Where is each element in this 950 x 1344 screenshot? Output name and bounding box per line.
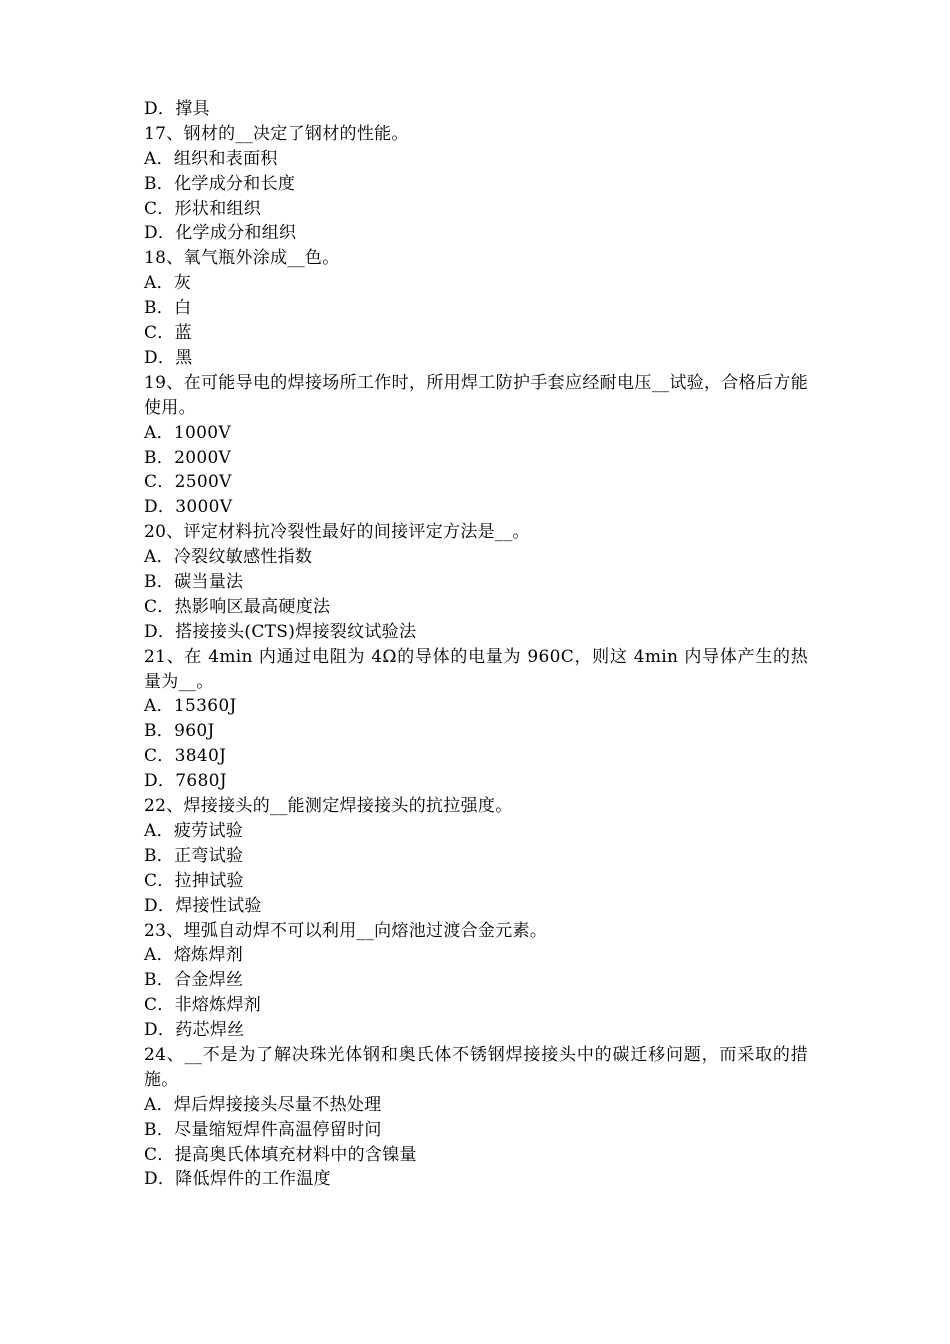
option-a: A．疲劳试验: [144, 820, 244, 841]
option-b: B．2000V: [144, 447, 232, 468]
option-b: B．白: [144, 298, 192, 319]
lead-option: D．撑具: [144, 99, 210, 119]
option-b: B．碳当量法: [144, 572, 244, 592]
option-c: C．3840J: [144, 746, 227, 767]
question-17: [144, 122, 810, 246]
question-text: 21、在 4min 内通过电阻为 4Ω的导体的电量为 960C，则这 4min 内导体产生的热量为__。: [144, 646, 808, 692]
option-c: C．热影响区最高硬度法: [144, 596, 331, 617]
option-a: A．灰: [144, 273, 192, 294]
question-20: [144, 520, 810, 644]
option-b: B．化学成分和长度: [144, 173, 296, 194]
option-d: D．搭接接头(CTS)焊接裂纹试验法: [144, 621, 417, 642]
option-a: A．熔炼焊剂: [144, 945, 244, 966]
option-b: B．尽量缩短焊件高温停留时问: [144, 1119, 382, 1140]
question-text: 20、评定材料抗冷裂性最好的间接评定方法是__。: [144, 522, 530, 543]
option-a: A．组织和表面积: [144, 148, 278, 169]
document-page: [144, 97, 810, 1192]
option-d: D．药芯焊丝: [144, 1020, 245, 1041]
option-a: A．1000V: [144, 422, 231, 443]
option-d: D．黑: [144, 347, 193, 368]
question-text: 23、埋弧自动焊不可以利用__向熔池过渡合金元素。: [144, 920, 548, 941]
option-a: A．焊后焊接接头尽量不热处理: [144, 1094, 382, 1115]
option-b: B．合金焊丝: [144, 970, 244, 991]
option-a: A．15360J: [144, 696, 237, 717]
option-c: C．蓝: [144, 323, 192, 344]
question-21: [144, 645, 810, 794]
question-text: 22、焊接接头的__能测定焊接接头的抗拉强度。: [144, 796, 513, 817]
option-b: B．正弯试验: [144, 845, 244, 866]
option-b: B．960J: [144, 721, 215, 742]
question-23: [144, 919, 810, 1043]
question-text: 18、氧气瓶外涂成__色。: [144, 248, 340, 269]
question-18: [144, 246, 810, 370]
option-c: C．2500V: [144, 472, 232, 493]
option-c: C．形状和组织: [144, 198, 262, 219]
question-19: [144, 371, 810, 520]
question-text: 24、__不是为了解决珠光体钢和奥氏体不锈钢焊接接头中的碳迁移问题，而采取的措施。: [144, 1044, 808, 1090]
option-d: D．7680J: [144, 771, 227, 792]
option-d: D．降低焊件的工作温度: [144, 1169, 331, 1190]
option-c: C．非熔炼焊剂: [144, 995, 262, 1016]
question-text: 17、钢材的__决定了钢材的性能。: [144, 123, 409, 144]
option-c: C．提高奥氏体填充材料中的含镍量: [144, 1144, 417, 1165]
option-c: C．拉抻试验: [144, 870, 244, 891]
option-d: D．化学成分和组织: [144, 223, 297, 244]
option-d: D．3000V: [144, 497, 233, 518]
question-22: [144, 794, 810, 918]
option-a: A．冷裂纹敏感性指数: [144, 547, 313, 568]
question-text: 19、在可能导电的焊接场所工作时，所用焊工防护手套应经耐电压__试验，合格后方能使用。: [144, 372, 808, 418]
question-24: [144, 1043, 810, 1192]
option-d: D．焊接性试验: [144, 895, 262, 916]
